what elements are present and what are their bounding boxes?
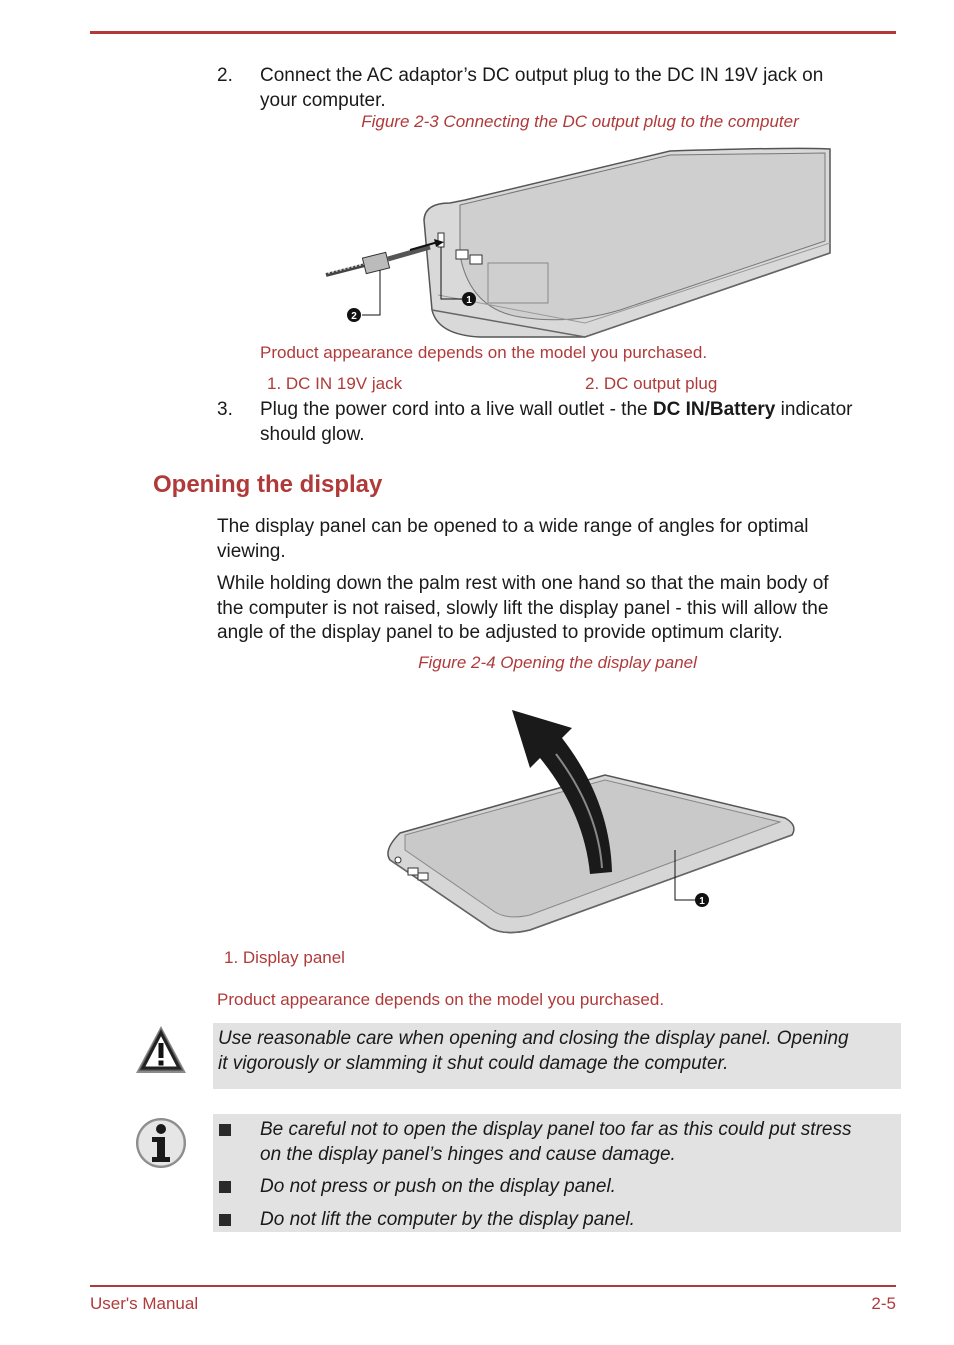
figure-2-3-caption: Figure 2-3 Connecting the DC output plug to the computer [361,112,799,131]
step-2-number: 2. [217,65,233,86]
paragraph-2 [217,572,897,646]
info-bullet-3: Do not lift the computer by the display panel. [260,1209,635,1230]
legend-item-dc-plug: 2. DC output plug [585,374,718,393]
paragraph-1 [217,515,897,564]
paragraph-2-line2: the computer is not raised, slowly lift the display panel - this will allow the [217,597,829,619]
info-bullet-2: Do not press or push on the display panel. [260,1176,616,1197]
paragraph-2-line3: angle of the display panel to be adjusted to provide optimum clarity. [217,622,783,643]
open-display-illustration [380,700,800,940]
info-box [213,1114,901,1232]
step-3-text [260,398,905,447]
paragraph-2-line1: While holding down the palm rest with one hand so that the main body of [217,573,829,594]
bullet-marker [219,1214,231,1226]
appearance-note-1: Product appearance depends on the model you purchased. [260,343,708,362]
legend-display-panel: 1. Display panel [224,948,345,967]
appearance-note-2: Product appearance depends on the model you purchased. [217,990,665,1009]
step-3-pre: Plug the power cord into a live wall outlet - the [260,399,653,420]
step-3-line2: should glow. [260,423,365,445]
step-3-post: indicator [775,399,853,420]
caution-line2: it vigorously or slamming it shut could damage the computer. [218,1053,729,1074]
bullet-marker [219,1181,231,1193]
footer-rule [90,1285,896,1287]
callout-display-panel: 1 [699,896,705,907]
paragraph-1-line1: The display panel can be opened to a wide range of angles for optimal [217,516,809,537]
step-2-line1: Connect the AC adaptor’s DC output plug to the DC IN 19V jack on [260,65,824,86]
step-2-text [260,64,900,113]
caution-text [218,1026,849,1076]
dc-plug-illustration [320,145,835,345]
info-bullet-1 [260,1117,851,1167]
info-icon [134,1116,188,1170]
footer-manual-title: User's Manual [90,1294,199,1313]
step-3-number: 3. [217,399,233,420]
step-2-line2: your computer. [260,89,386,111]
caution-box [213,1023,901,1089]
info-bullet-1-line2: on the display panel’s hinges and cause damage. [260,1144,676,1165]
header-rule [90,31,896,34]
footer-page-number: 2-5 [871,1294,896,1313]
callout-2: 2 [351,311,357,322]
section-title: Opening the display [153,471,383,498]
paragraph-1-line2: viewing. [217,540,286,562]
warning-triangle-icon [134,1023,188,1077]
step-3-bold: DC IN/Battery [652,399,776,420]
bullet-marker [219,1124,231,1136]
callout-1: 1 [466,295,472,306]
info-bullet-1-line1: Be careful not to open the display panel too far as this could put stress [260,1119,852,1140]
figure-2-4-caption: Figure 2-4 Opening the display panel [418,653,697,672]
caution-line1: Use reasonable care when opening and closing the display panel. Opening [218,1028,849,1049]
legend-item-dc-in: 1. DC IN 19V jack [267,374,403,393]
